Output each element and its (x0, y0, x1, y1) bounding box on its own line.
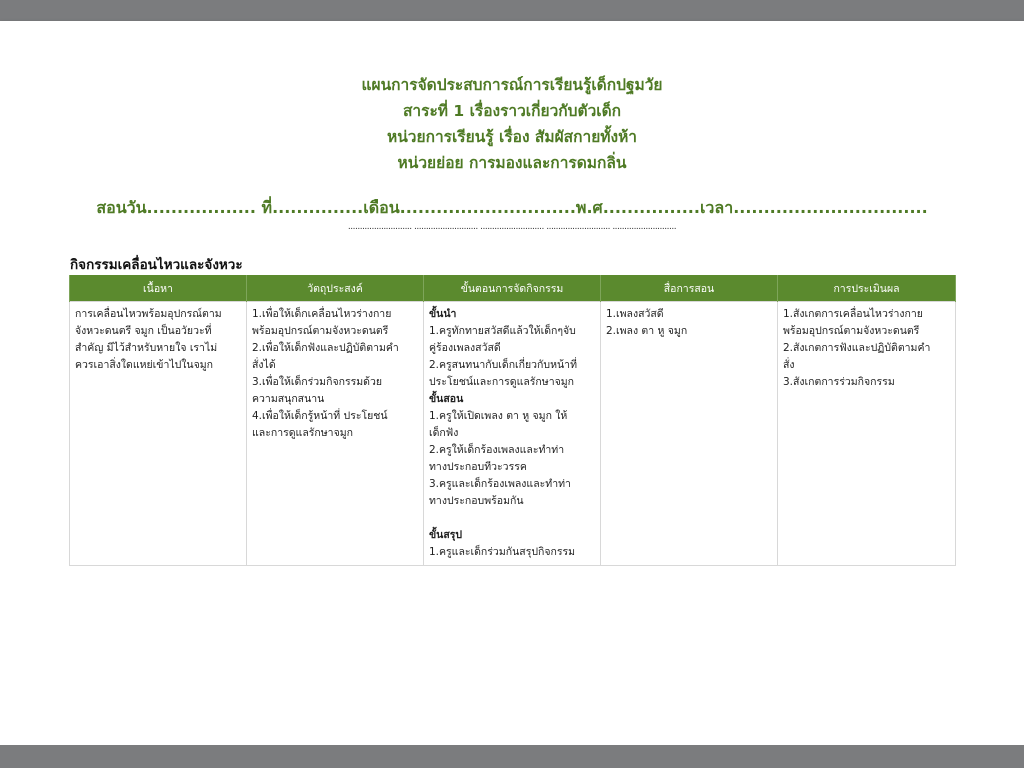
step-teach-title: ขั้นสอน (429, 393, 464, 405)
evaluation-line: 1.สังเกตการเคลื่อนไหวร่างกาย (783, 308, 923, 320)
step-line: 1.ครูทักทายสวัสดีแล้วให้เด็กๆจับ (429, 325, 576, 337)
header-content: เนื้อหา (70, 275, 247, 302)
step-line: 2.ครูสนทนากับเด็กเกี่ยวกับหน้าที่ (429, 359, 577, 371)
activity-plan-table (69, 275, 956, 566)
media-line: 1.เพลงสวัสดี (606, 308, 664, 320)
content-line: การเคลื่อนไหวพร้อมอุปกรณ์ตาม (75, 308, 222, 320)
step-intro-title: ขั้นนำ (429, 308, 457, 320)
blank-dotted-line: ........................... ........................... ........................... ........................... ........................... (347, 222, 677, 232)
objective-line: 1.เพื่อให้เด็กเคลื่อนไหวร่างกาย (252, 308, 392, 320)
media-cell (601, 302, 778, 566)
viewer-top-bar (0, 0, 1024, 21)
plan-title: แผนการจัดประสบการณ์การเรียนรู้เด็กปฐมวัย (361, 76, 663, 94)
media-line: 2.เพลง ตา หู จมูก (606, 325, 688, 337)
viewer-bottom-bar (0, 745, 1024, 768)
step-line: ทางประกอบทีวะวรรค (429, 461, 527, 473)
step-line: คู่ร้องเพลงสวัสดี (429, 342, 501, 354)
content-line: ควรเอาสิ่งใดแหย่เข้าไปในจมูก (75, 359, 214, 371)
header-media: สื่อการสอน (601, 275, 778, 302)
step-line: 2.ครูให้เด็กร้องเพลงและทำท่า (429, 444, 565, 456)
objective-line: ความสนุกสนาน (252, 393, 325, 405)
objectives-cell (247, 302, 424, 566)
step-summary-title: ขั้นสรุป (429, 529, 463, 541)
content-line: สำคัญ มีไว้สำหรับหายใจ เราไม่ (75, 342, 218, 354)
plan-title-block (0, 72, 1024, 176)
objective-line: และการดูแลรักษาจมูก (252, 427, 354, 439)
step-line: 1.ครูให้เปิดเพลง ตา หู จมูก ให้ (429, 410, 568, 422)
header-evaluation: การประเมินผล (778, 275, 956, 302)
content-line: จังหวะดนตรี จมูก เป็นอวัยวะที่ (75, 325, 212, 337)
evaluation-line: พร้อมอุปกรณ์ตามจังหวะดนตรี (783, 325, 920, 337)
step-line: 3.ครูและเด็กร้องเพลงและทำท่า (429, 478, 571, 490)
section-heading: กิจกรรมเคลื่อนไหวและจังหวะ (70, 257, 243, 273)
table-row (70, 302, 956, 566)
steps-cell (424, 302, 601, 566)
step-line: เด็กฟัง (429, 427, 459, 439)
step-gap (429, 510, 596, 527)
table-header-row (70, 275, 956, 302)
evaluation-cell (778, 302, 956, 566)
plan-learning-unit: หน่วยการเรียนรู้ เรื่อง สัมผัสกายทั้งห้า (386, 128, 638, 146)
header-steps: ขั้นตอนการจัดกิจกรรม (424, 275, 601, 302)
objective-line: พร้อมอุปกรณ์ตามจังหวะดนตรี (252, 325, 389, 337)
objective-line: 4.เพื่อให้เด็กรู้หน้าที่ ประโยชน์ (252, 410, 388, 422)
step-line: 1.ครูและเด็กร่วมกันสรุปกิจกรรม (429, 546, 576, 558)
step-line: ประโยชน์และการดูแลรักษาจมูก (429, 376, 575, 388)
evaluation-line: 2.สังเกตการฟังและปฏิบัติตามคำ (783, 342, 931, 354)
content-cell (70, 302, 247, 566)
step-line: ทางประกอบพร้อมกัน (429, 495, 524, 507)
plan-sub-unit: หน่วยย่อย การมองและการดมกลิ่น (397, 154, 627, 172)
evaluation-line: 3.สังเกตการร่วมกิจกรรม (783, 376, 895, 388)
objective-line: 3.เพื่อให้เด็กร่วมกิจกรรมด้วย (252, 376, 383, 388)
header-objectives: วัตถุประสงค์ (247, 275, 424, 302)
teaching-date-line: สอนวัน.................. ที่...............เดือน.............................พ.ศ................เวลา................................ (96, 198, 928, 217)
objective-line: 2.เพื่อให้เด็กฟังและปฏิบัติตามคำ (252, 342, 399, 354)
plan-strand: สาระที่ 1 เรื่องราวเกี่ยวกับตัวเด็ก (402, 102, 622, 120)
objective-line: สั่งได้ (252, 359, 276, 371)
evaluation-line: สั่ง (783, 359, 795, 371)
